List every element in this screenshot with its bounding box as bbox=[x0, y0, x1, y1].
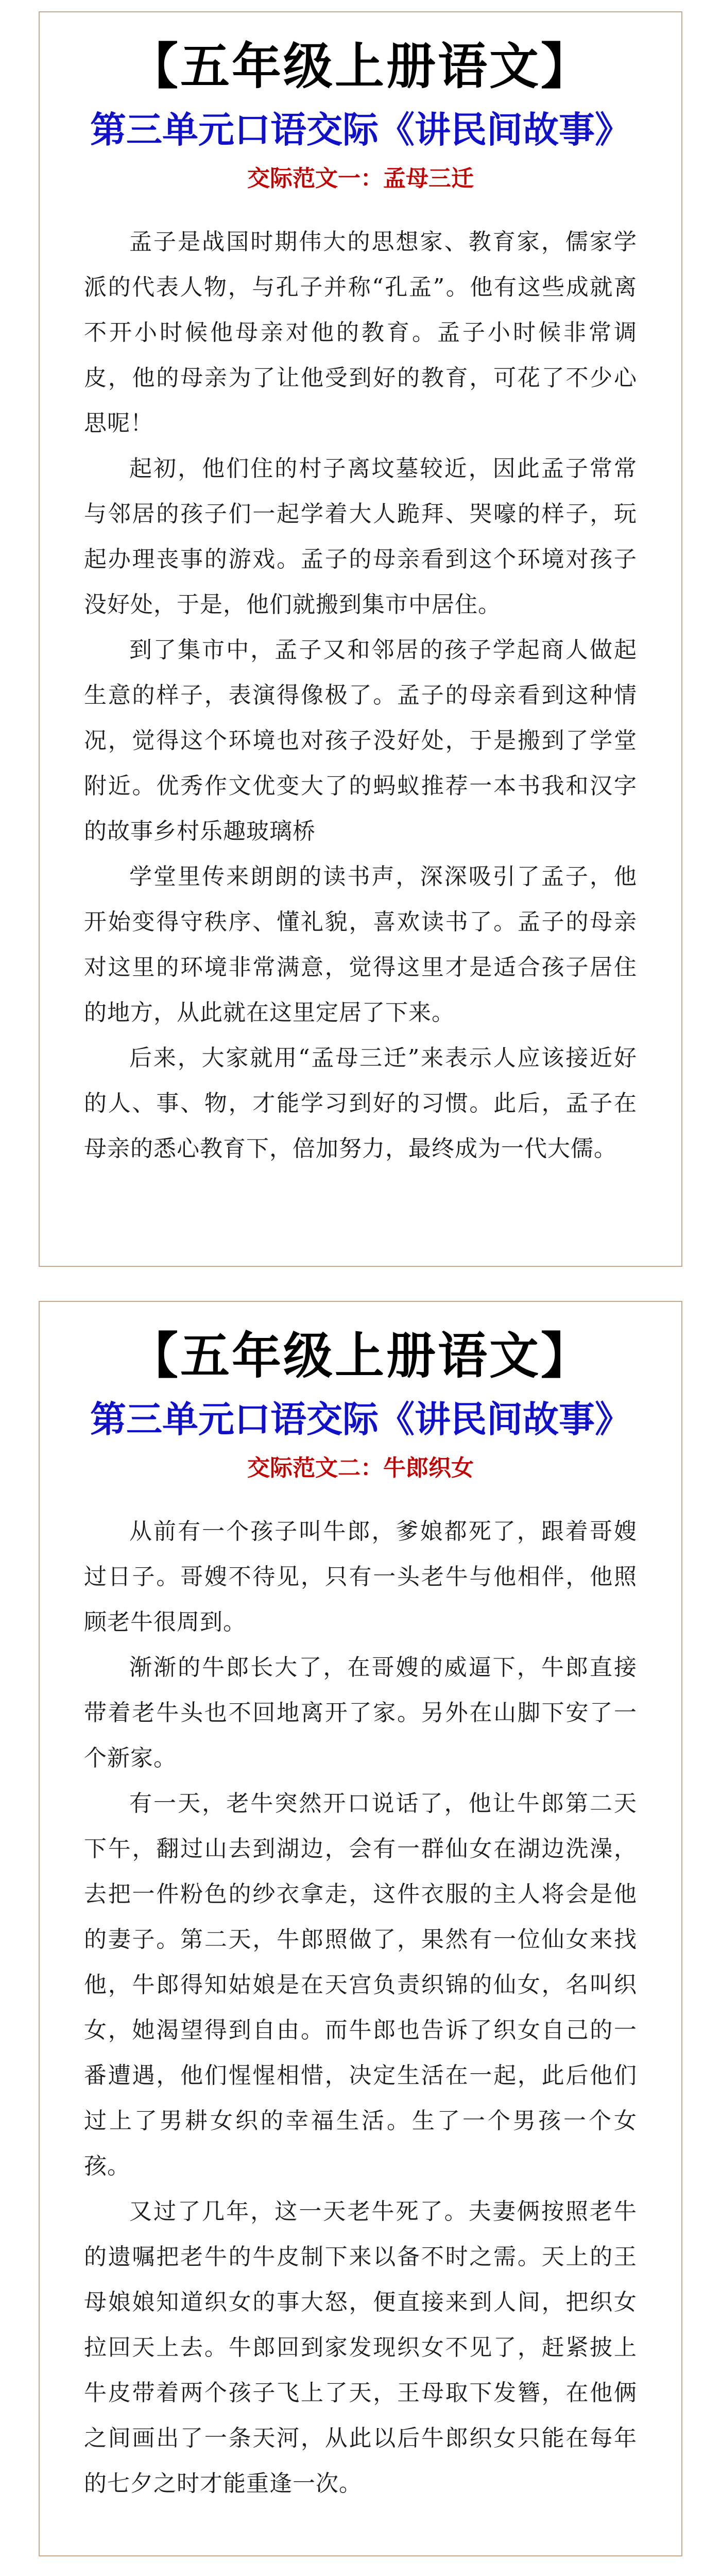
paragraph: 有一天，老牛突然开口说话了，他让牛郎第二天下午，翻过山去到湖边，会有一群仙女在湖边洗澡，去把一件粉色的纱衣拿走，这件衣服的主人将会是他的妻子。第二天，牛郎照做了，果然有一位仙女来找他，牛郎得知姑娘是在天宫负责织锦的仙女，名叫织女，她渴望得到自由。而牛郎也告诉了织女自己的一番遭遇，他们惺惺相惜，决定生活在一起，此后他们过上了男耕女织的幸福生活。生了一个男孩一个女孩。 bbox=[84, 1790, 637, 2179]
paragraph: 到了集市中，孟子又和邻居的孩子学起商人做起生意的样子，表演得像极了。孟子的母亲看到这种情况，觉得这个环境也对孩子没好处，于是搬到了学堂附近。优秀作文优变大了的蚂蚁推荐一本书我和汉字的故事乡村乐趣玻璃桥 bbox=[84, 637, 637, 844]
grade-title: 【五年级上册语文】 bbox=[129, 37, 592, 95]
unit-title: 第三单元口语交际《讲民间故事》 bbox=[90, 108, 631, 151]
page-header bbox=[40, 12, 681, 195]
story-body bbox=[84, 219, 637, 1172]
paragraph: 学堂里传来朗朗的读书声，深深吸引了孟子，他开始变得守秩序、懂礼貌，喜欢读书了。孟子的母亲对这里的环境非常满意，觉得这里才是适合孩子居住的地方，从此就在这里定居了下来。 bbox=[84, 863, 637, 1026]
grade-title: 【五年级上册语文】 bbox=[129, 1327, 592, 1385]
worksheet-page-2 bbox=[39, 1301, 682, 2556]
example-title: 交际范文二：牛郎织女 bbox=[247, 1455, 474, 1481]
example-title: 交际范文一：孟母三迁 bbox=[247, 165, 474, 192]
paragraph: 孟子是战国时期伟大的思想家、教育家，儒家学派的代表人物，与孔子并称“孔孟”。他有这些成就离不开小时候他母亲对他的教育。孟子小时候非常调皮，他的母亲为了让他受到好的教育，可花了不少心思呢！ bbox=[84, 229, 637, 436]
paragraph: 从前有一个孩子叫牛郎，爹娘都死了，跟着哥嫂过日子。哥嫂不待见，只有一头老牛与他相伴，他照顾老牛很周到。 bbox=[84, 1518, 637, 1635]
unit-title: 第三单元口语交际《讲民间故事》 bbox=[90, 1398, 631, 1440]
page-header bbox=[40, 1302, 681, 1484]
paragraph: 起初，他们住的村子离坟墓较近，因此孟子常常与邻居的孩子们一起学着大人跪拜、哭嚎的样子，玩起办理丧事的游戏。孟子的母亲看到这个环境对孩子没好处，于是，他们就搬到集市中居住。 bbox=[84, 455, 637, 618]
story-body bbox=[84, 1509, 637, 2506]
paragraph: 后来，大家就用“孟母三迁”来表示人应该接近好的人、事、物，才能学习到好的习惯。此后，孟子在母亲的悉心教育下，倍加努力，最终成为一代大儒。 bbox=[84, 1045, 637, 1162]
worksheet-page-1 bbox=[39, 11, 682, 1267]
paragraph: 又过了几年，这一天老牛死了。夫妻俩按照老牛的遗嘱把老牛的牛皮制下来以备不时之需。天上的王母娘娘知道织女的事大怒，便直接来到人间，把织女拉回天上去。牛郎回到家发现织女不见了，赶紧披上牛皮带着两个孩子飞上了天，王母取下发簪，在他俩之间画出了一条天河，从此以后牛郎织女只能在每年的七夕之时才能重逢一次。 bbox=[84, 2198, 637, 2497]
paragraph: 渐渐的牛郎长大了，在哥嫂的威逼下，牛郎直接带着老牛头也不回地离开了家。另外在山脚下安了一个新家。 bbox=[84, 1654, 637, 1771]
